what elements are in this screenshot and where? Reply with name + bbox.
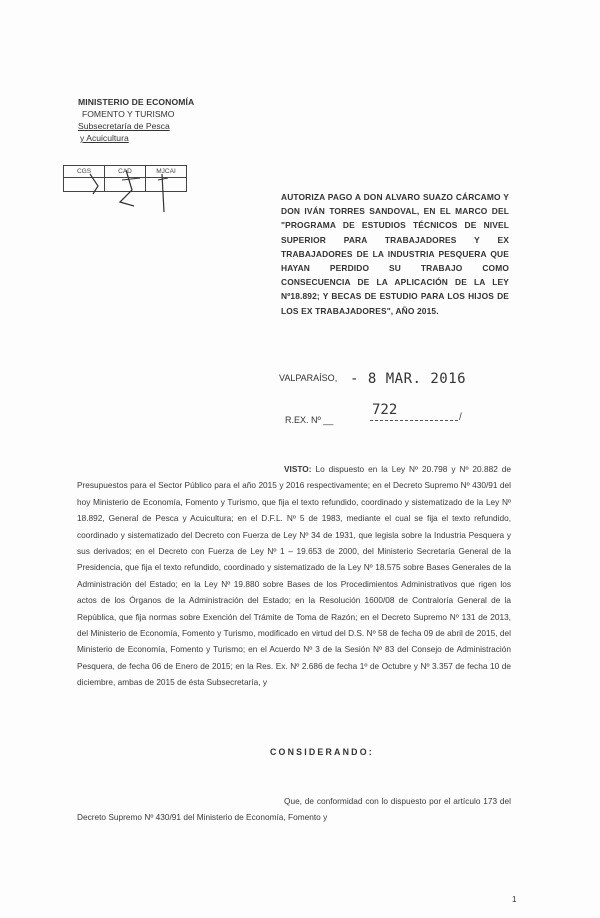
ministry-subname: FOMENTO Y TURISMO <box>82 109 175 119</box>
considerando-paragraph-1 <box>77 793 511 826</box>
page-number: 1 <box>512 895 517 904</box>
subsecretaria-subname: y Acuicultura <box>80 133 129 143</box>
rex-underline <box>370 420 458 421</box>
resolution-title: AUTORIZA PAGO A DON ALVARO SUAZO CÁRCAMO Y DON IVÁN TORRES SANDOVAL, EN EL MARCO DEL "PROGRAMA DE ESTUDIOS TÉCNICOS DE NIVEL SUPERIOR PARA TRABAJADORES Y EX TRABAJADORES DE LA INDUSTRIA PESQUERA QUE HAYAN PERDIDO SU TRABAJO COMO CONSECUENCIA DE LA APLICACIÓN DE LA LEY Nº18.892; Y BECAS DE ESTUDIO PARA LOS HIJOS DE LOS EX TRABAJADORES", AÑO 2015. <box>281 192 509 316</box>
letterhead <box>78 96 194 144</box>
visto-label: VISTO: <box>284 464 312 474</box>
rex-slash: / <box>459 412 462 423</box>
considerando-heading: CONSIDERANDO: <box>270 747 374 757</box>
ministry-name: MINISTERIO DE ECONOMÍA <box>78 97 195 107</box>
paragraph-text: Que, de conformidad con lo dispuesto por el artículo 173 del Decreto Supremo Nº 430/91 del Ministerio de Economía, Fomento y <box>77 796 511 823</box>
handwritten-initials <box>60 160 190 220</box>
visa-cell-cgs: CGS <box>64 166 105 178</box>
subsecretaria-name: Subsecretaría de Pesca <box>78 121 170 131</box>
visto-section <box>77 461 511 691</box>
place-label: VALPARAÍSO, <box>279 373 338 383</box>
rex-label: R.EX. Nº __ <box>285 415 334 425</box>
date-stamp: - 8 MAR. 2016 <box>350 371 467 387</box>
visa-cell-mjcai: MJCAI <box>146 166 187 178</box>
rex-number: 722 <box>372 402 398 418</box>
visa-cell-cad: CAD <box>105 166 146 178</box>
visto-text: Lo dispuesto en la Ley Nº 20.798 y Nº 20.882 de Presupuestos para el Sector Público para el año 2015 y 2016 respectivamente; en el Decreto Supremo Nº 430/91 del hoy Ministerio de Economía, Fomento y Turismo, que fija el texto refundido, coordinado y sistematizado de la Ley Nº 18.892, General de Pesca y Acuicultura; en el D.F.L. Nº 5 de 1983, mediante el cual se fija el texto refundido, coordinado y sistematizado del Decreto con Fuerza de Ley Nº 34 de 1931, que legisla sobre la Industria Pesquera y sus derivados; en el Decreto con Fuerza de Ley Nº 1 – 19.653 de 2000, del Ministerio Secretaría General de la Presidencia, que fija el texto refundido, coordinado y sistematizado de la Ley Nº 18.575 sobre Bases Generales de la Administración del Estado; en la Ley Nº 19.880 sobre Bases de los Procedimientos Administrativos que rigen los actos de los Órganos de la Administración del Estado; en la Resolución 1600/08 de Contraloría General de la República, que fija normas sobre Exención del Trámite de Toma de Razón; en el Decreto Supremo Nº 131 de 2013, del Ministerio de Economía, Fomento y Turismo, modificado en virtud del D.S. Nº 58 de fecha 09 de abril de 2015, del Ministerio de Economía, Fomento y Turismo; en el Acuerdo Nº 3 de la Sesión Nº 83 del Consejo de Administración Pesquera, de fecha 06 de Enero de 2015; en la Res. Ex. Nº 2.686 de fecha 1º de Octubre y Nº 3.357 de fecha 10 de diciembre, ambas de 2015 de ésta Subsecretaría, y <box>77 464 511 688</box>
